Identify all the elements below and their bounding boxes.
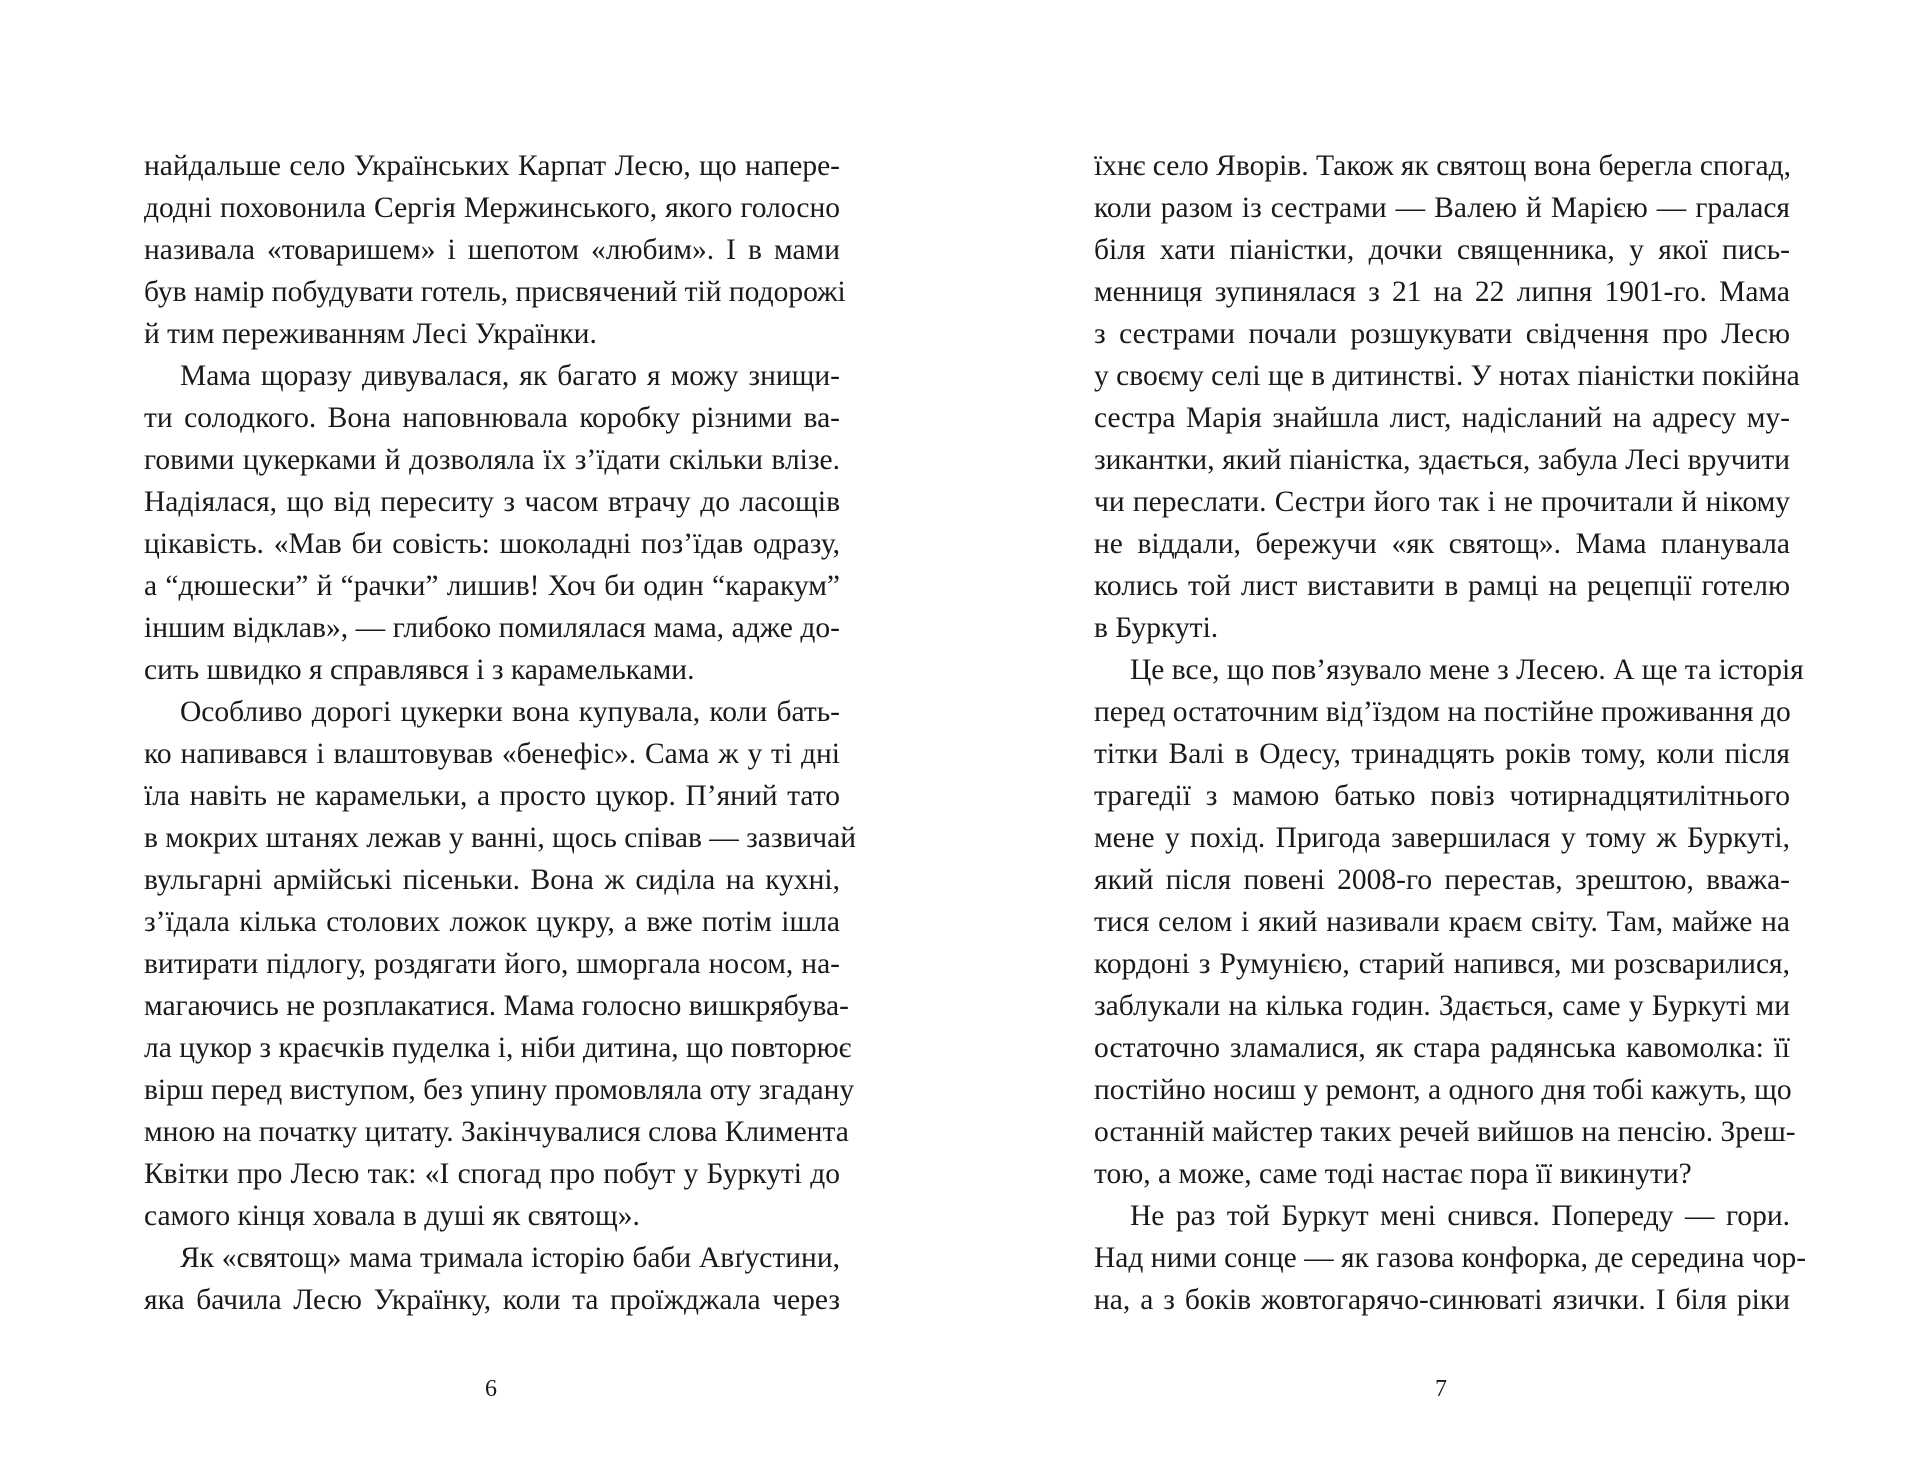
text-line: коли разом із сестрами — Валею й Марією — гралася [1094,192,1790,224]
text-line: вульгарні армійські пісеньки. Вона ж сиділа на кухні, [144,864,840,896]
text-line: витирати підлогу, роздягати його, шморгала носом, на- [144,948,840,980]
text-line: найдальше село Українських Карпат Лесю, що напере- [144,150,840,182]
text-line: Мама щоразу дивувалася, як багато я можу знищи- [180,360,840,392]
text-line: їхнє село Яворів. Також як святощ вона берегла спогад, [1094,150,1792,182]
text-line: трагедії з мамою батько повіз чотирнадцятилітнього [1094,780,1790,812]
text-line: називала «товаришем» і шепотом «любим». І в мами [144,234,840,266]
text-line: в мокрих штанях лежав у ванні, щось співав — зазвичай [144,822,856,854]
text-line: іншим відклав», — глибоко помилялася мама, адже до- [144,612,840,644]
text-line: ко напивався і влаштовував «бенефіс». Сама ж у ті дні [144,738,840,770]
text-line: не віддали, бережучи «як святощ». Мама планувала [1094,528,1790,560]
text-line: остаточно зламалися, як стара радянська кавомолка: її [1094,1032,1790,1064]
text-line: й тим переживанням Лесі Українки. [144,318,597,350]
text-line: ла цукор з краєчків пуделка і, ніби дитина, що повторює [144,1032,852,1064]
text-line: самого кінця ховала в душі як святощ». [144,1200,640,1232]
text-line: у своєму селі ще в дитинстві. У нотах піаністки покійна [1094,360,1800,392]
text-line: Надіялася, що від переситу з часом втрачу до ласощів [144,486,840,518]
text-line: Не раз той Буркут мені снився. Попереду — гори. [1130,1200,1790,1232]
text-line: тітки Валі в Одесу, тринадцять років тому, коли після [1094,738,1790,770]
text-line: їла навіть не карамельки, а просто цукор. П’яний тато [144,780,840,812]
text-line: додні поховонила Сергія Мержинського, якого голосно [144,192,840,224]
text-line: в Буркуті. [1094,612,1219,644]
text-line: Квітки про Лесю так: «І спогад про побут у Буркуті до [144,1158,840,1190]
text-line: з’їдала кілька столових ложок цукру, а вже потім ішла [144,906,840,938]
text-line: мною на початку цитату. Закінчувалися слова Климента [144,1116,849,1148]
text-line: заблукали на кілька годин. Здається, саме у Буркуті ми [1094,990,1790,1022]
text-line: сить швидко я справлявся і з карамельками. [144,654,695,686]
text-line: з сестрами почали розшукувати свідчення про Лесю [1094,318,1790,350]
text-line: кордоні з Румунією, старий напився, ми розсварилися, [1094,948,1790,980]
text-line: мене у похід. Пригода завершилася у тому ж Буркуті, [1094,822,1790,854]
text-line: чи переслати. Сестри його так і не прочитали й нікому [1094,486,1790,518]
text-line: цікавість. «Мав би совість: шоколадні поз’їдав одразу, [144,528,840,560]
text-line: Над ними сонце — як газова конфорка, де середина чор- [1094,1242,1807,1274]
text-line: перед остаточним від’їздом на постійне проживання до [1094,696,1791,728]
text-line: Як «святощ» мама тримала історію баби Авґустини, [180,1242,840,1274]
text-line: біля хати піаністки, дочки священника, у якої пись- [1094,234,1790,266]
text-line: менниця зупинялася з 21 на 22 липня 1901-го. Мама [1094,276,1790,308]
text-line: постійно носиш у ремонт, а одного дня тобі кажуть, що [1094,1074,1792,1106]
text-line: колись той лист виставити в рамці на рецепції готелю [1094,570,1790,602]
text-line: тою, а може, саме тоді настає пора її викинути? [1094,1158,1692,1190]
text-line: ти солодкого. Вона наповнювала коробку різними ва- [144,402,840,434]
text-line: сестра Марія знайшла лист, надісланий на адресу му- [1094,402,1790,434]
text-line: зикантки, який піаністка, здається, забула Лесі вручити [1094,444,1790,476]
right-page [1094,145,1807,1321]
text-line: говими цукерками й дозволяла їх з’їдати скільки влізе. [144,444,840,476]
text-line: вірш перед виступом, без упину промовляла оту згадану [144,1074,855,1106]
text-line: магаючись не розплакатися. Мама голосно вишкрябува- [144,990,849,1022]
text-line: останній майстер таких речей вийшов на пенсію. Зреш- [1094,1116,1796,1148]
text-line: яка бачила Лесю Українку, коли та проїжджала через [144,1284,840,1316]
text-line: який після повені 2008-го перестав, зрештою, вважа- [1094,864,1790,896]
text-line: а “дюшески” й “рачки” лишив! Хоч би один “каракум” [144,570,840,602]
text-line: тися селом і який називали краєм світу. Там, майже на [1094,906,1790,938]
text-line: був намір побудувати готель, присвячений тій подорожі [144,276,846,308]
text-line: Особливо дорогі цукерки вона купувала, коли бать- [180,696,840,728]
page-number-right: 7 [1435,1376,1447,1402]
left-page [144,145,856,1321]
page-number-left: 6 [485,1376,497,1402]
text-line: на, а з боків жовтогарячо-синюваті язички. І біля ріки [1094,1284,1790,1316]
text-line: Це все, що пов’язувало мене з Лесею. А ще та історія [1130,654,1804,686]
